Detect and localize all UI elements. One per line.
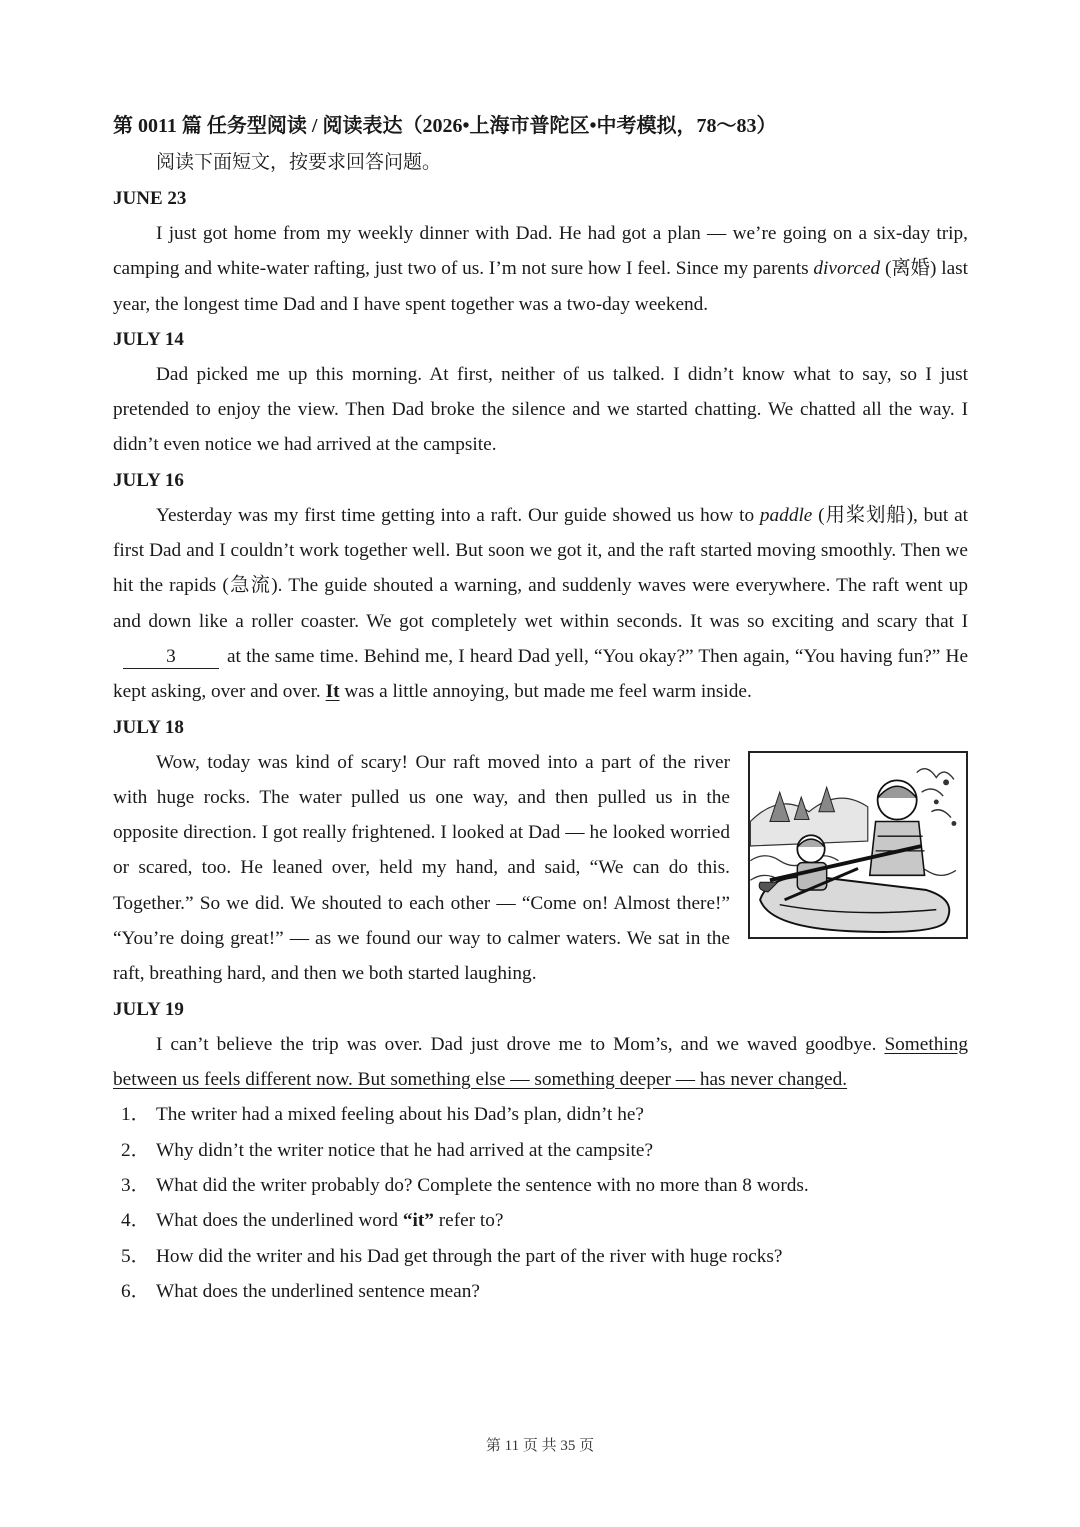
entry-text-july19: I can’t believe the trip was over. Dad just drove me to Mom’s, and we waved goodbye. Something between us feels different now. But something else — something deeper — has never changed. — [113, 1033, 968, 1090]
entry-date-july14: JULY 14 — [113, 328, 184, 350]
question-item: 1． The writer had a mixed feeling about his Dad’s plan, didn’t he? — [121, 1104, 644, 1126]
entry-date-july18: JULY 18 — [113, 716, 184, 738]
entry-date-july16: JULY 16 — [113, 469, 184, 491]
entry-text-july14: Dad picked me up this morning. At first, neither of us talked. I didn’t know what to say, so I just pretended to enjoy the view. Then Dad broke the silence and we started chatting. We chatted all the way. I didn’t even notice we had arrived at the campsite. — [113, 363, 968, 456]
document-title: 第 0011 篇 任务型阅读 / 阅读表达（2026•上海市普陀区•中考模拟，78～83） — [113, 115, 777, 137]
answer-blank-3[interactable]: 3 — [123, 646, 219, 669]
question-item: 6． What does the underlined sentence mean? — [121, 1281, 480, 1303]
entry-text-june23: I just got home from my weekly dinner with Dad. He had got a plan — we’re going on a six-day trip, camping and white-water rafting, just two of us. I’m not sure how I feel. Since my parents divorced (离婚) last year, the longest time Dad and I have spent together was a two-day weekend. — [113, 223, 968, 315]
page-number: 第 11 页 共 35 页 — [485, 1438, 595, 1454]
entry-date-june23: JUNE 23 — [113, 188, 187, 209]
question-item: 3． What did the writer probably do? Complete the sentence with no more than 8 words. — [121, 1175, 809, 1197]
underlined-sentence: Something between us feels different now. But something else — something deeper — has never changed. — [113, 1033, 968, 1090]
question-item: 2． Why didn’t the writer notice that he had arrived at the campsite? — [121, 1139, 654, 1161]
entry-text-july16: Yesterday was my first time getting into a raft. Our guide showed us how to paddle (用桨划船), but at first Dad and I couldn’t work together well. But soon we got it, and the raft started moving smoothly. Then we hit the rapids (急流). The guide shouted a warning, and suddenly waves were everywhere. The raft went up and down like a roller coaster. We got completely wet within seconds. It was so exciting and scary that I3 at the same time. Behind me, I heard Dad yell, “You okay?” Then again, “You having fun?” He kept asking, over and over. It was a little annoying, but made me feel warm inside. — [113, 504, 968, 703]
underlined-word-it: It — [325, 681, 340, 703]
document-body — [113, 108, 968, 1310]
instruction: 阅读下面短文，按要求回答问题。 — [156, 152, 442, 173]
question-list — [113, 1097, 968, 1309]
question-item: 4． What does the underlined word “it” refer to? — [121, 1210, 504, 1232]
rafting-illustration-icon — [750, 753, 966, 937]
rafting-illustration — [748, 751, 968, 939]
entry-text-july18: Wow, today was kind of scary! Our raft moved into a part of the river with huge rocks. The water pulled us one way, and then pulled us in the opposite direction. I got really frightened. I looked at Dad — he looked worried or scared, too. He leaned over, held my hand, and said, “We can do this. Together.” So we did. We shouted to each other — “Come on! Almost there!” “You’re doing great!” — as we found our way to calmer waters. We sat in the raft, breathing hard, and then we both started laughing. — [113, 751, 730, 985]
question-item: 5． How did the writer and his Dad get through the part of the river with huge rocks? — [121, 1245, 783, 1267]
entry-july18-block — [113, 745, 968, 992]
entry-date-july19: JULY 19 — [113, 998, 184, 1020]
